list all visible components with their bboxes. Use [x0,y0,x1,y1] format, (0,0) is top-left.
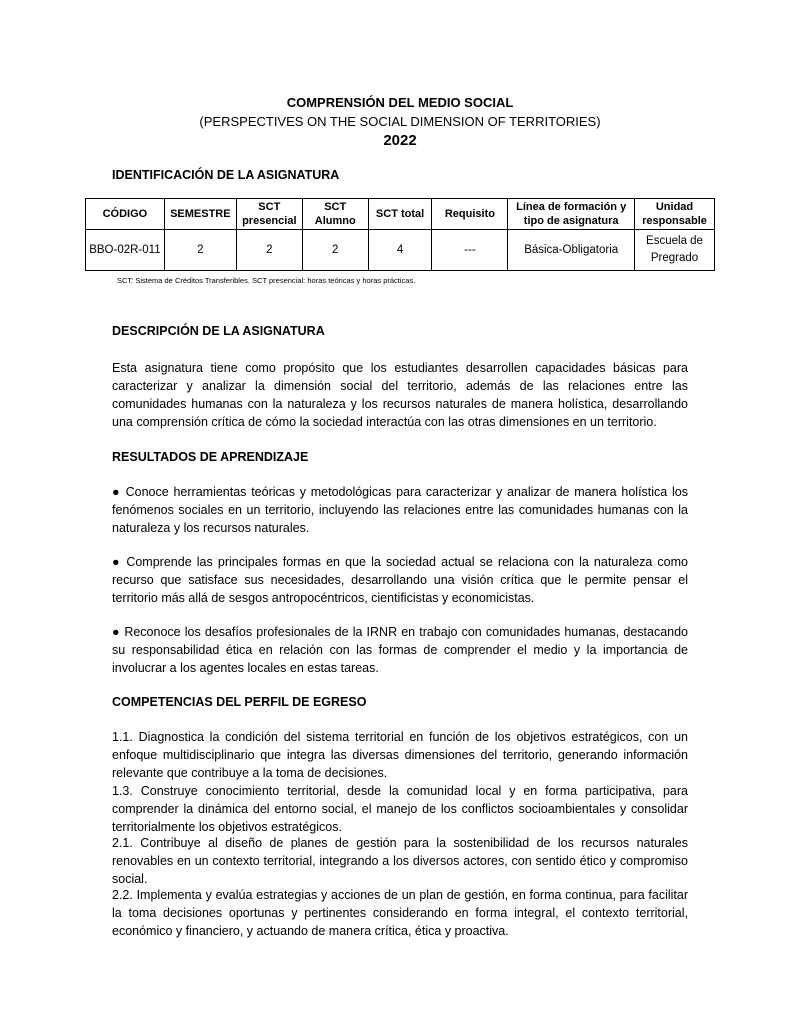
table-header-row [86,199,715,230]
description-paragraph: Esta asignatura tiene como propósito que los estudiantes desarrollen capacidades básicas para caracterizar y analizar la dimensión social del territorio, además de las relaciones entre las comunidades humanas con la naturaleza y los recursos naturales de manera holística, desarrollando una comprensión crítica de cómo la sociedad interactúa con las otras dimensiones en un territorio. [112,361,688,429]
course-subtitle: (PERSPECTIVES ON THE SOCIAL DIMENSION OF TERRITORIES) [199,114,601,129]
header-codigo: CÓDIGO [86,199,165,230]
identification-heading: IDENTIFICACIÓN DE LA ASIGNATURA [112,168,340,182]
outcome-item-3: ● Reconoce los desafíos profesionales de la IRNR en trabajo con comunidades humanas, destacando su responsabilidad ética en relación con las formas de comprender el medio y la importancia de involucrar a los agentes locales en estas tareas. [112,625,688,675]
table-footnote: SCT: Sistema de Créditos Transferibles. SCT presencial: horas teóricas y horas prácticas. [117,276,416,285]
cell-sct-presencial: 2 [236,230,302,271]
competency-item-1-3: 1.3. Construye conocimiento territorial, desde la comunidad local y en forma participativa, para comprender la dinámica del entorno social, el manejo de los conflictos socioambientales y consolidar territorialmente los objetivos estratégicos. [112,784,688,834]
course-year: 2022 [383,132,417,149]
outcomes-heading: RESULTADOS DE APRENDIZAJE [112,450,309,464]
header-semestre: SEMESTRE [164,199,236,230]
outcome-item-2: ● Comprende las principales formas en que la sociedad actual se relaciona con la naturaleza como recurso que satisface sus necesidades, desarrollando una visión crítica que le permite pensar el territorio más allá de sesgos antropocéntricos, cientificistas y economicistas. [112,555,688,605]
cell-sct-total: 4 [368,230,432,271]
table-row [86,230,715,271]
header-unidad-responsable: Unidad responsable [635,199,715,230]
header-sct-presencial: SCT presencial [236,199,302,230]
competencies-heading: COMPETENCIAS DEL PERFIL DE EGRESO [112,695,367,709]
header-sct-total: SCT total [368,199,432,230]
header-linea-formacion: Línea de formación y tipo de asignatura [508,199,635,230]
cell-requisito: --- [432,230,508,271]
cell-unidad-responsable: Escuela de Pregrado [635,230,715,271]
cell-semestre: 2 [164,230,236,271]
identification-table [85,198,715,271]
competency-item-2-2: 2.2. Implementa y evalúa estrategias y acciones de un plan de gestión, en forma continua, para facilitar la toma decisiones oportunas y pertinentes considerando en forma integral, el contexto territorial, económico y financiero, y actuando de manera crítica, ética y proactiva. [112,888,688,938]
competency-item-1-1: 1.1. Diagnostica la condición del sistema territorial en función de los objetivos estratégicos, con un enfoque multidisciplinario que integra las diversas dimensiones del territorio, generando información relevante que contribuye a la toma de decisiones. [112,730,688,780]
course-title: COMPRENSIÓN DEL MEDIO SOCIAL [286,95,514,110]
header-sct-alumno: SCT Alumno [302,199,368,230]
cell-linea-formacion: Básica-Obligatoria [508,230,635,271]
description-heading: DESCRIPCIÓN DE LA ASIGNATURA [112,324,325,338]
header-requisito: Requisito [432,199,508,230]
competency-item-2-1: 2.1. Contribuye al diseño de planes de gestión para la sostenibilidad de los recursos naturales renovables en un contexto territorial, integrando a los diversos actores, con sentido ético y compromiso social. [112,836,688,886]
title-block [110,93,690,151]
cell-codigo: BBO-02R-011 [86,230,165,271]
cell-sct-alumno: 2 [302,230,368,271]
outcome-item-1: ● Conoce herramientas teóricas y metodológicas para caracterizar y analizar de manera holística los fenómenos sociales en un territorio, incluyendo las relaciones entre las comunidades humanas con la naturaleza y los recursos naturales. [112,485,688,535]
